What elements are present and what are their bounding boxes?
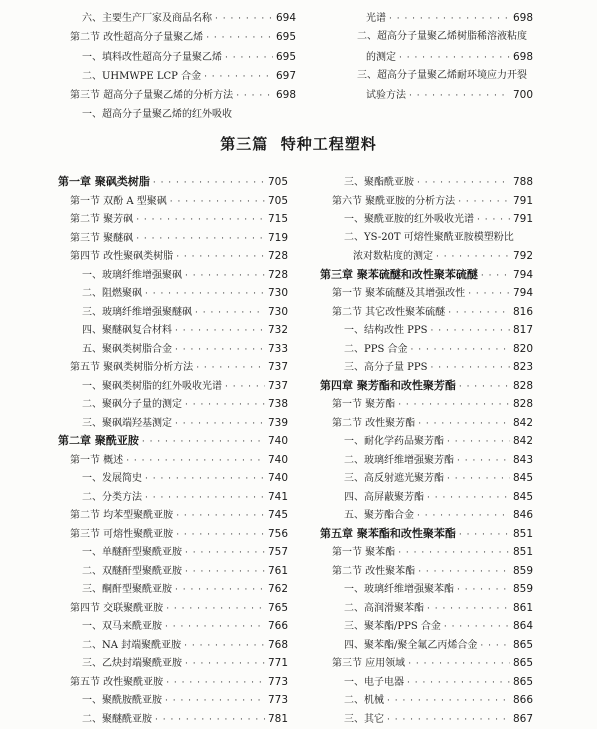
toc-entry [70, 28, 296, 46]
toc-entry-title: 第一节 聚芳酯 [332, 399, 396, 410]
toc-entry [82, 636, 288, 654]
toc-entry-title: 三、高分子量 PPS [344, 362, 428, 373]
toc-entry [82, 469, 288, 487]
toc-entry [82, 562, 288, 580]
toc-entry-page: 773 [267, 676, 288, 688]
dot-leader [175, 415, 265, 433]
dot-leader [185, 544, 265, 562]
toc-entry-page: 851 [512, 546, 533, 558]
toc-entry-page: 740 [267, 435, 288, 447]
toc-entry-page: 846 [512, 509, 533, 521]
dot-leader [165, 692, 265, 710]
dot-leader [457, 452, 510, 470]
toc-entry-title: 二、机械 [344, 695, 384, 706]
toc-entry-page: 823 [512, 361, 533, 373]
toc-entry-page: 715 [267, 213, 288, 225]
toc-entry [82, 106, 296, 124]
toc-entry [332, 192, 533, 210]
dot-leader [176, 248, 265, 266]
toc-entry-title: 第三节 超高分子量聚乙烯的分析方法 [70, 90, 234, 101]
toc-entry [332, 395, 533, 413]
toc-entry [70, 358, 288, 376]
toc-entry-page: 771 [267, 657, 288, 669]
dot-leader [411, 341, 510, 359]
toc-entry-title: 三、高反射遮光聚芳酯 [344, 473, 444, 484]
toc-entry [82, 266, 288, 284]
dot-leader [176, 526, 265, 544]
dot-leader [418, 415, 510, 433]
dot-leader [184, 637, 265, 655]
toc-entry-title: 二、阻燃聚砜 [82, 288, 142, 299]
dot-leader [175, 581, 265, 599]
toc-entry-title: 三、玻璃纤维增强聚醚砜 [82, 307, 192, 318]
dot-leader [398, 396, 510, 414]
toc-entry-page: 762 [267, 583, 288, 595]
toc-entry-title: 一、超高分子量聚乙烯的红外吸收 [82, 109, 232, 120]
toc-entry-title: 第一节 概述 [70, 455, 124, 466]
toc-entry-title: 第二节 改性聚芳酯 [332, 418, 416, 429]
toc-entry-title: 五、聚砜类树脂合金 [82, 344, 172, 355]
toc-entry-page: 794 [512, 269, 533, 281]
toc-entry [82, 48, 296, 66]
toc-entry-title: 二、UHMWPE LCP 合金 [82, 71, 202, 82]
toc-entry-title: 二、玻璃纤维增强聚芳酯 [344, 455, 454, 466]
toc-entry [332, 654, 533, 672]
dot-leader [459, 526, 510, 544]
toc-entry-page: 845 [512, 472, 533, 484]
toc-entry [332, 543, 533, 561]
toc-entry [70, 525, 288, 543]
toc-entry-title: 第一节 聚苯酯 [332, 547, 396, 558]
dot-leader [444, 618, 510, 636]
toc-entry [344, 636, 533, 654]
toc-entry-page: 861 [512, 602, 533, 614]
toc-entry-title: 二、PPS 合金 [344, 344, 408, 355]
toc-entry-title: 一、耐化学药品聚芳酯 [344, 436, 444, 447]
toc-entry-title: 第一章 聚砜类树脂 [58, 175, 150, 188]
dot-leader [457, 581, 510, 599]
toc-entry-page: 791 [512, 195, 533, 207]
toc-entry-page: 732 [267, 324, 288, 336]
toc-entry-title: 三、聚砜端羟基测定 [82, 418, 172, 429]
toc-entry-page: 745 [267, 509, 288, 521]
dot-leader [165, 618, 265, 636]
toc-entry [332, 303, 533, 321]
toc-entry-page: 828 [512, 380, 533, 392]
toc-entry-page: 700 [512, 89, 533, 101]
toc-entry-page: 816 [512, 306, 533, 318]
toc-entry-title: 第五节 聚砜类树脂分析方法 [70, 362, 194, 373]
toc-entry-page: 695 [275, 51, 296, 63]
toc-entry-title: 三、乙炔封端聚酰亚胺 [82, 658, 182, 669]
toc-entry-page: 719 [267, 232, 288, 244]
toc-entry [357, 28, 533, 46]
section-title: 第三篇 特种工程塑料 [220, 135, 377, 153]
toc-entry [82, 377, 288, 395]
toc-entry-page: 867 [512, 713, 533, 725]
toc-entry-title: 三、聚苯酯/PPS 合金 [344, 621, 441, 632]
dot-leader [417, 507, 510, 525]
toc-entry [344, 173, 533, 191]
dot-leader [389, 10, 510, 28]
toc-entry [70, 506, 288, 524]
toc-entry-page: 864 [512, 620, 533, 632]
dot-leader [206, 29, 273, 47]
toc-entry [82, 414, 288, 432]
dot-leader [481, 267, 510, 285]
toc-entry-page: 865 [512, 676, 533, 688]
toc-entry-page: 728 [267, 269, 288, 281]
toc-entry-page: 866 [512, 694, 533, 706]
toc-entry-title: 第一节 双酚 A 型聚砜 [70, 196, 167, 207]
toc-entry-title: 浓对数粘度的测定 [353, 251, 433, 262]
dot-leader [170, 193, 265, 211]
dot-leader [166, 674, 265, 692]
toc-entry-page: 817 [512, 324, 533, 336]
dot-leader [185, 267, 265, 285]
toc-entry-page: 698 [512, 51, 533, 63]
toc-entry-title: 第三节 应用领域 [332, 658, 406, 669]
toc-entry-title: 第二章 聚酰亚胺 [58, 434, 139, 447]
toc-entry-title: 第四章 聚芳酯和改性聚芳酯 [320, 379, 456, 392]
dot-leader [145, 489, 265, 507]
toc-entry-title: 三、聚酯酰亚胺 [344, 177, 414, 188]
toc-entry-page: 737 [267, 380, 288, 392]
toc-entry-title: 二、超高分子量聚乙烯树脂稀溶液粘度 [357, 31, 527, 42]
toc-entry [344, 488, 533, 506]
toc-entry [82, 67, 296, 85]
toc-entry [320, 266, 533, 284]
dot-leader [427, 600, 510, 618]
dot-leader [447, 433, 510, 451]
toc-entry [366, 9, 533, 27]
dot-leader [166, 600, 265, 618]
toc-entry [344, 210, 533, 228]
toc-entry-page: 730 [267, 287, 288, 299]
toc-entry [82, 654, 288, 672]
dot-leader [407, 674, 510, 692]
toc-entry-title: 第二节 改性聚苯酯 [332, 566, 416, 577]
toc-entry-title: 第五章 聚苯酯和改性聚苯酯 [320, 527, 456, 540]
toc-entry-title: 第二节 其它改性聚苯硫醚 [332, 307, 446, 318]
toc-entry-title: 第三节 聚醚砜 [70, 233, 134, 244]
toc-entry-title: 一、填料改性超高分子量聚乙烯 [82, 52, 222, 63]
toc-entry-title: 光谱 [366, 13, 386, 24]
dot-leader [175, 341, 265, 359]
toc-entry-title: 的测定 [366, 52, 396, 63]
toc-entry [82, 488, 288, 506]
toc-entry-title: 六、主要生产厂家及商品名称 [82, 13, 212, 24]
toc-entry [344, 358, 533, 376]
dot-leader [398, 544, 510, 562]
toc-entry-page: 788 [512, 176, 533, 188]
toc-entry-page: 761 [267, 565, 288, 577]
toc-entry-title: 试验方法 [366, 90, 406, 101]
toc-entry [344, 506, 533, 524]
toc-entry-page: 768 [267, 639, 288, 651]
dot-leader [126, 452, 265, 470]
toc-entry [70, 229, 288, 247]
toc-entry-page: 694 [275, 12, 296, 24]
toc-entry-page: 845 [512, 491, 533, 503]
toc-entry-title: 一、聚酰亚胺的红外吸收光谱 [344, 214, 474, 225]
dot-leader [155, 711, 265, 729]
toc-entry-title: 一、电子电器 [344, 677, 404, 688]
toc-entry-page: 765 [267, 602, 288, 614]
dot-leader [427, 489, 510, 507]
dot-leader [399, 49, 510, 67]
toc-entry [70, 210, 288, 228]
dot-leader [409, 87, 510, 105]
toc-entry [82, 617, 288, 635]
toc-entry [82, 9, 296, 27]
dot-leader [196, 359, 265, 377]
dot-leader [145, 285, 265, 303]
toc-entry-title: 四、聚醚砜复合材料 [82, 325, 172, 336]
toc-entry-title: 第三章 聚苯硫醚和改性聚苯硫醚 [320, 268, 478, 281]
toc-entry [344, 673, 533, 691]
dot-leader [153, 174, 265, 192]
toc-entry-title: 一、结构改性 PPS [344, 325, 428, 336]
toc-entry [82, 303, 288, 321]
dot-leader [459, 378, 510, 396]
dot-leader [418, 563, 510, 581]
toc-entry [58, 173, 288, 191]
dot-leader [215, 10, 273, 28]
toc-entry [70, 86, 296, 104]
toc-entry-page: 820 [512, 343, 533, 355]
dot-leader [480, 637, 510, 655]
dot-leader [204, 68, 273, 86]
toc-entry-title: 一、单醚酐型聚酰亚胺 [82, 547, 182, 558]
toc-entry [58, 432, 288, 450]
toc-entry-page: 741 [267, 491, 288, 503]
toc-entry-title: 第二节 均苯型聚酰亚胺 [70, 510, 174, 521]
toc-entry-title: 一、玻璃纤维增强聚砜 [82, 270, 182, 281]
toc-entry [344, 691, 533, 709]
dot-leader [225, 378, 265, 396]
toc-entry-page: 828 [512, 398, 533, 410]
toc-entry-page: 865 [512, 639, 533, 651]
toc-entry [366, 48, 533, 66]
toc-entry [332, 414, 533, 432]
toc-entry-title: 一、玻璃纤维增强聚苯酯 [344, 584, 454, 595]
toc-entry-page: 738 [267, 398, 288, 410]
toc-entry [344, 451, 533, 469]
toc-entry-page: 766 [267, 620, 288, 632]
toc-entry-title: 二、聚醚酰亚胺 [82, 714, 152, 725]
dot-leader [185, 396, 265, 414]
toc-entry-page: 739 [267, 417, 288, 429]
dot-leader [436, 248, 510, 266]
toc-entry-title: 四、高屏蔽聚芳酯 [344, 492, 424, 503]
toc-entry [344, 229, 533, 247]
toc-entry-page: 781 [267, 713, 288, 725]
toc-entry [344, 599, 533, 617]
dot-leader [185, 655, 265, 673]
toc-entry-page: 773 [267, 694, 288, 706]
toc-entry-page: 695 [275, 31, 296, 43]
toc-entry-title: 二、NA 封端聚酰亚胺 [82, 640, 182, 651]
dot-leader [145, 470, 265, 488]
toc-entry-page: 698 [512, 12, 533, 24]
toc-entry-page: 740 [267, 454, 288, 466]
toc-entry [82, 340, 288, 358]
dot-leader [236, 87, 273, 105]
dot-leader [468, 285, 510, 303]
toc-entry-page: 843 [512, 454, 533, 466]
toc-entry [82, 284, 288, 302]
toc-entry-title: 一、双马来酰亚胺 [82, 621, 162, 632]
toc-entry [366, 86, 533, 104]
toc-entry [344, 469, 533, 487]
dot-leader [142, 433, 265, 451]
toc-entry-page: 791 [512, 213, 533, 225]
toc-entry-title: 第四节 交联聚酰亚胺 [70, 603, 164, 614]
toc-entry [82, 691, 288, 709]
toc-entry [82, 395, 288, 413]
toc-entry-title: 第六节 聚酰亚胺的分析方法 [332, 196, 456, 207]
toc-entry-page: 705 [267, 176, 288, 188]
toc-entry-title: 第五节 改性聚酰亚胺 [70, 677, 164, 688]
toc-entry-title: 二、双醚酐型聚酰亚胺 [82, 566, 182, 577]
toc-entry [344, 432, 533, 450]
toc-entry-page: 733 [267, 343, 288, 355]
dot-leader [225, 49, 273, 67]
toc-entry [82, 543, 288, 561]
toc-entry-title: 三、其它 [344, 714, 384, 725]
toc-entry [320, 377, 533, 395]
toc-entry [320, 525, 533, 543]
dot-leader [431, 322, 510, 340]
toc-entry-page: 698 [275, 89, 296, 101]
toc-entry-page: 792 [512, 250, 533, 262]
toc-entry [344, 580, 533, 598]
toc-entry-page: 859 [512, 565, 533, 577]
dot-leader [447, 470, 510, 488]
toc-entry-page: 757 [267, 546, 288, 558]
toc-entry-page: 697 [275, 70, 296, 82]
toc-entry-page: 842 [512, 435, 533, 447]
toc-entry [357, 67, 533, 85]
toc-entry-page: 756 [267, 528, 288, 540]
toc-entry [344, 617, 533, 635]
toc-entry-title: 一、聚砜类树脂的红外吸收光谱 [82, 381, 222, 392]
toc-entry-page: 730 [267, 306, 288, 318]
toc-entry-page: 859 [512, 583, 533, 595]
toc-entry-title: 第一节 聚苯硫醚及其增强改性 [332, 288, 466, 299]
dot-leader [175, 322, 265, 340]
toc-entry-page: 737 [267, 361, 288, 373]
toc-entry [332, 284, 533, 302]
toc-entry [353, 247, 533, 265]
dot-leader [387, 692, 510, 710]
toc-entry-title: 五、聚芳酯合金 [344, 510, 414, 521]
dot-leader [417, 174, 510, 192]
dot-leader [195, 304, 265, 322]
dot-leader [387, 711, 510, 729]
toc-entry [332, 562, 533, 580]
toc-entry-title: 二、分类方法 [82, 492, 142, 503]
toc-entry [70, 451, 288, 469]
toc-entry-page: 851 [512, 528, 533, 540]
toc-entry-title: 三、超高分子量聚乙烯耐环境应力开裂 [357, 70, 527, 81]
toc-entry-title: 一、聚酰胺酰亚胺 [82, 695, 162, 706]
toc-entry [70, 192, 288, 210]
dot-leader [431, 359, 510, 377]
toc-entry-title: 一、发展简史 [82, 473, 142, 484]
toc-entry [70, 247, 288, 265]
toc-entry-title: 二、YS-20T 可熔性聚酰亚胺模塑粉比 [344, 232, 514, 243]
dot-leader [185, 563, 265, 581]
toc-entry-title: 四、聚苯酯/聚全氟乙丙烯合金 [344, 640, 478, 651]
toc-entry [82, 321, 288, 339]
dot-leader [458, 193, 510, 211]
toc-entry-page: 865 [512, 657, 533, 669]
dot-leader [408, 655, 510, 673]
toc-entry [82, 580, 288, 598]
toc-entry-page: 705 [267, 195, 288, 207]
toc-entry-title: 第四节 改性聚砜类树脂 [70, 251, 174, 262]
toc-entry-title: 三、酮酐型聚酰亚胺 [82, 584, 172, 595]
toc-entry-page: 794 [512, 287, 533, 299]
toc-entry [70, 673, 288, 691]
toc-entry-title: 二、聚砜分子量的测定 [82, 399, 182, 410]
toc-entry-title: 二、高润滑聚苯酯 [344, 603, 424, 614]
toc-entry [70, 599, 288, 617]
toc-entry [344, 340, 533, 358]
toc-entry-page: 740 [267, 472, 288, 484]
dot-leader [136, 230, 265, 248]
dot-leader [136, 211, 265, 229]
dot-leader [176, 507, 265, 525]
toc-entry [344, 321, 533, 339]
toc-entry-page: 842 [512, 417, 533, 429]
toc-entry-page: 728 [267, 250, 288, 262]
dot-leader [477, 211, 510, 229]
toc-entry-title: 第三节 可熔性聚酰亚胺 [70, 529, 174, 540]
toc-entry-title: 第二节 改性超高分子量聚乙烯 [70, 32, 204, 43]
dot-leader [448, 304, 510, 322]
toc-entry-title: 第二节 聚芳砜 [70, 214, 134, 225]
